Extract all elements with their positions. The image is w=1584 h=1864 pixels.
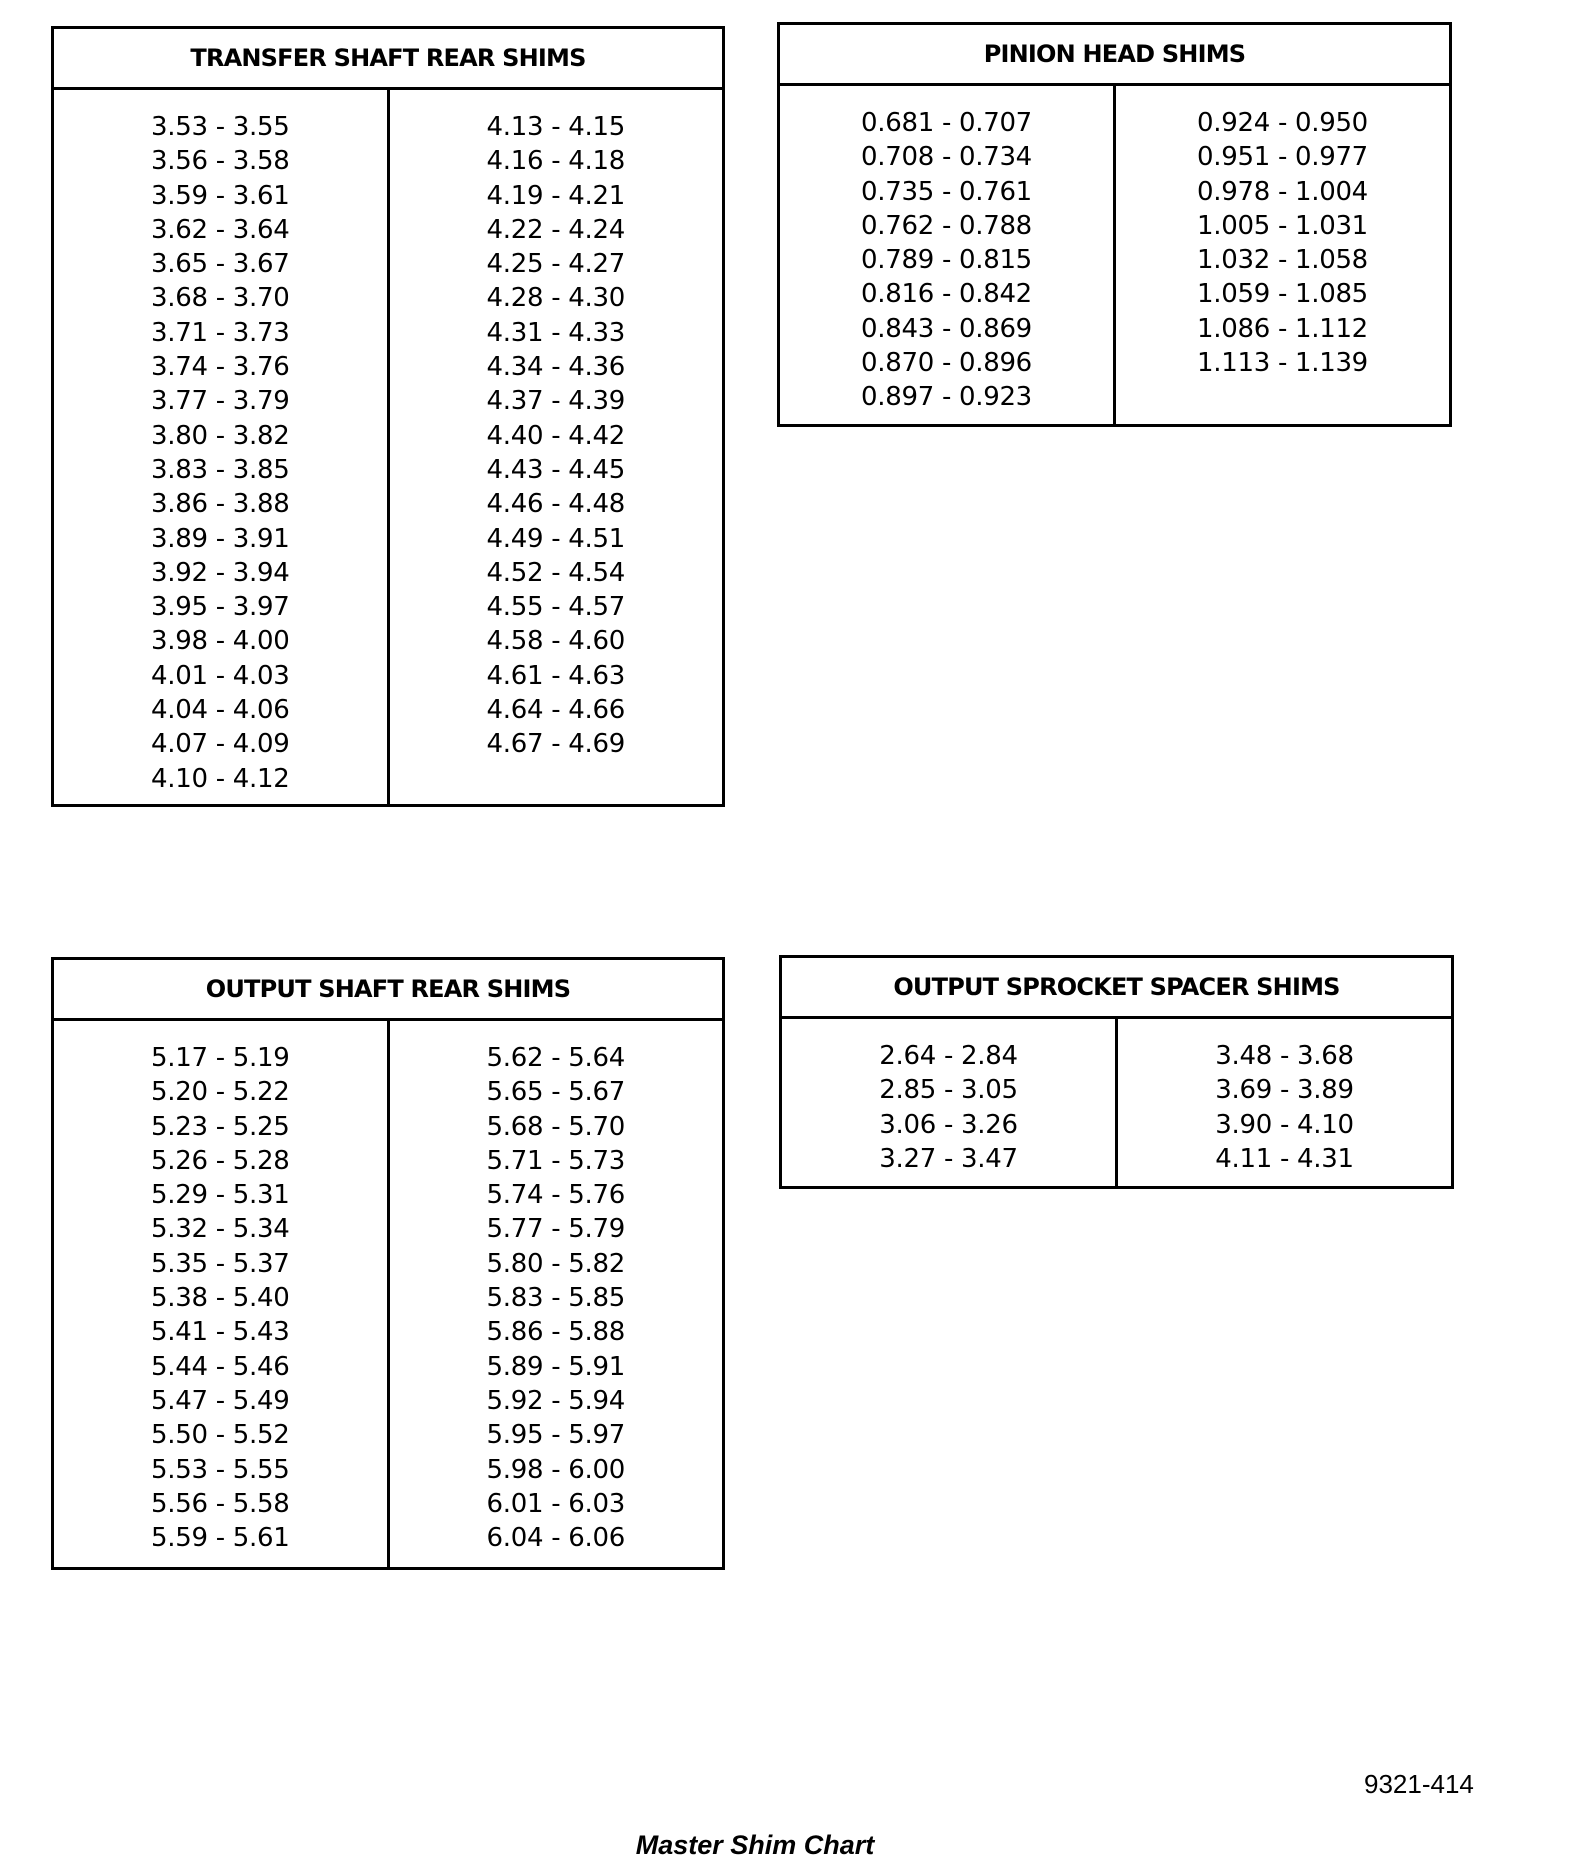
table-row: 2.64 - 2.84 xyxy=(879,1041,1018,1071)
table-row: 3.69 - 3.89 xyxy=(1215,1075,1354,1106)
table-row: 5.47 - 5.49 xyxy=(151,1385,290,1416)
table-row: 0.978 - 1.004 xyxy=(1197,176,1368,207)
output-sprocket-spacer-shims-table xyxy=(779,955,1454,1189)
table-row: 5.41 - 5.43 xyxy=(151,1317,290,1348)
table-row: 5.38 - 5.40 xyxy=(151,1283,290,1314)
pinion-head-shims-table xyxy=(777,22,1452,427)
table-row: 5.86 - 5.88 xyxy=(486,1317,625,1348)
table-row: 4.04 - 4.06 xyxy=(151,695,290,726)
table-row: 0.843 - 0.869 xyxy=(861,313,1032,344)
table-title: OUTPUT SHAFT REAR SHIMS xyxy=(54,960,722,1021)
table-row: 4.64 - 4.66 xyxy=(486,695,625,726)
table-body xyxy=(54,1021,722,1567)
left-column xyxy=(54,1021,387,1567)
table-row: 5.71 - 5.73 xyxy=(486,1145,625,1176)
table-row: 5.35 - 5.37 xyxy=(151,1248,290,1279)
table-row: 4.46 - 4.48 xyxy=(486,489,625,520)
table-body xyxy=(782,1019,1451,1186)
table-row: 4.34 - 4.36 xyxy=(486,352,625,383)
table-row: 5.53 - 5.55 xyxy=(151,1454,290,1485)
table-row: 0.762 - 0.788 xyxy=(861,210,1032,241)
table-row: 5.62 - 5.64 xyxy=(486,1043,625,1073)
table-row: 4.43 - 4.45 xyxy=(486,454,625,485)
table-row: 3.62 - 3.64 xyxy=(151,214,290,245)
table-row: 4.49 - 4.51 xyxy=(486,523,625,554)
table-row: 4.22 - 4.24 xyxy=(486,214,625,245)
table-row: 4.11 - 4.31 xyxy=(1215,1143,1354,1174)
table-row: 3.86 - 3.88 xyxy=(151,489,290,520)
table-row: 6.01 - 6.03 xyxy=(486,1488,625,1519)
right-column xyxy=(387,90,723,804)
table-row: 3.74 - 3.76 xyxy=(151,352,290,383)
table-row: 5.26 - 5.28 xyxy=(151,1145,290,1176)
table-row: 4.52 - 4.54 xyxy=(486,557,625,588)
table-row: 0.951 - 0.977 xyxy=(1197,142,1368,173)
table-row: 5.20 - 5.22 xyxy=(151,1077,290,1108)
table-row: 1.059 - 1.085 xyxy=(1197,279,1368,310)
table-row: 5.83 - 5.85 xyxy=(486,1283,625,1314)
table-row: 5.17 - 5.19 xyxy=(151,1043,290,1073)
table-row: 3.71 - 3.73 xyxy=(151,317,290,348)
table-row: 3.48 - 3.68 xyxy=(1215,1041,1354,1071)
transfer-shaft-rear-shims-table xyxy=(51,26,725,807)
table-row: 5.74 - 5.76 xyxy=(486,1180,625,1211)
table-row: 5.68 - 5.70 xyxy=(486,1111,625,1142)
table-row: 4.58 - 4.60 xyxy=(486,626,625,657)
table-row: 5.56 - 5.58 xyxy=(151,1488,290,1519)
table-row: 5.92 - 5.94 xyxy=(486,1385,625,1416)
table-row: 0.681 - 0.707 xyxy=(861,108,1032,138)
output-shaft-rear-shims-table xyxy=(51,957,725,1570)
table-row: 4.37 - 4.39 xyxy=(486,386,625,417)
table-row: 4.28 - 4.30 xyxy=(486,283,625,314)
table-row: 4.19 - 4.21 xyxy=(486,180,625,211)
table-row: 2.85 - 3.05 xyxy=(879,1075,1018,1106)
table-row: 0.735 - 0.761 xyxy=(861,176,1032,207)
table-row: 1.032 - 1.058 xyxy=(1197,245,1368,276)
table-row: 3.06 - 3.26 xyxy=(879,1109,1018,1140)
table-row: 3.68 - 3.70 xyxy=(151,283,290,314)
table-row: 5.29 - 5.31 xyxy=(151,1180,290,1211)
table-row: 0.816 - 0.842 xyxy=(861,279,1032,310)
table-row: 0.924 - 0.950 xyxy=(1197,108,1368,138)
table-body xyxy=(780,86,1449,424)
right-column xyxy=(1115,1019,1451,1186)
table-row: 3.90 - 4.10 xyxy=(1215,1109,1354,1140)
table-row: 3.98 - 4.00 xyxy=(151,626,290,657)
left-column xyxy=(780,86,1113,424)
table-row: 3.77 - 3.79 xyxy=(151,386,290,417)
table-row: 4.01 - 4.03 xyxy=(151,660,290,691)
right-column xyxy=(387,1021,723,1567)
table-row: 0.708 - 0.734 xyxy=(861,142,1032,173)
table-row: 4.07 - 4.09 xyxy=(151,729,290,760)
table-row: 4.25 - 4.27 xyxy=(486,249,625,280)
table-row: 5.32 - 5.34 xyxy=(151,1214,290,1245)
table-title: PINION HEAD SHIMS xyxy=(780,25,1449,86)
table-row: 5.59 - 5.61 xyxy=(151,1523,290,1554)
table-row: 3.95 - 3.97 xyxy=(151,592,290,623)
table-row: 5.77 - 5.79 xyxy=(486,1214,625,1245)
table-row: 5.80 - 5.82 xyxy=(486,1248,625,1279)
table-row: 4.40 - 4.42 xyxy=(486,420,625,451)
table-row: 1.086 - 1.112 xyxy=(1197,313,1368,344)
table-row: 0.870 - 0.896 xyxy=(861,348,1032,379)
table-row: 3.89 - 3.91 xyxy=(151,523,290,554)
table-row: 0.789 - 0.815 xyxy=(861,245,1032,276)
table-row: 6.04 - 6.06 xyxy=(486,1523,625,1554)
table-row: 4.16 - 4.18 xyxy=(486,146,625,177)
table-body xyxy=(54,90,722,804)
table-row: 3.92 - 3.94 xyxy=(151,557,290,588)
table-row: 1.005 - 1.031 xyxy=(1197,210,1368,241)
table-row: 4.10 - 4.12 xyxy=(151,763,290,794)
table-title: TRANSFER SHAFT REAR SHIMS xyxy=(54,29,722,90)
left-column xyxy=(54,90,387,804)
table-row: 0.897 - 0.923 xyxy=(861,382,1032,413)
table-row: 5.23 - 5.25 xyxy=(151,1111,290,1142)
table-row: 3.83 - 3.85 xyxy=(151,454,290,485)
table-row: 3.59 - 3.61 xyxy=(151,180,290,211)
table-row: 4.31 - 4.33 xyxy=(486,317,625,348)
table-row: 3.56 - 3.58 xyxy=(151,146,290,177)
table-row: 5.98 - 6.00 xyxy=(486,1454,625,1485)
figure-number: 9321-414 xyxy=(1364,1769,1474,1799)
table-row: 5.65 - 5.67 xyxy=(486,1077,625,1108)
table-row: 4.67 - 4.69 xyxy=(486,729,625,760)
right-column xyxy=(1113,86,1449,424)
figure-caption: Master Shim Chart xyxy=(635,1830,875,1860)
table-row: 5.89 - 5.91 xyxy=(486,1351,625,1382)
table-row: 3.27 - 3.47 xyxy=(879,1143,1018,1174)
table-row: 5.44 - 5.46 xyxy=(151,1351,290,1382)
table-row: 4.13 - 4.15 xyxy=(486,112,625,142)
table-row: 1.113 - 1.139 xyxy=(1197,348,1368,379)
table-row: 3.80 - 3.82 xyxy=(151,420,290,451)
table-row: 3.65 - 3.67 xyxy=(151,249,290,280)
left-column xyxy=(782,1019,1115,1186)
table-row: 4.61 - 4.63 xyxy=(486,660,625,691)
table-row: 4.55 - 4.57 xyxy=(486,592,625,623)
table-row: 3.53 - 3.55 xyxy=(151,112,290,142)
table-row: 5.95 - 5.97 xyxy=(486,1420,625,1451)
table-title: OUTPUT SPROCKET SPACER SHIMS xyxy=(782,958,1451,1019)
table-row: 5.50 - 5.52 xyxy=(151,1420,290,1451)
